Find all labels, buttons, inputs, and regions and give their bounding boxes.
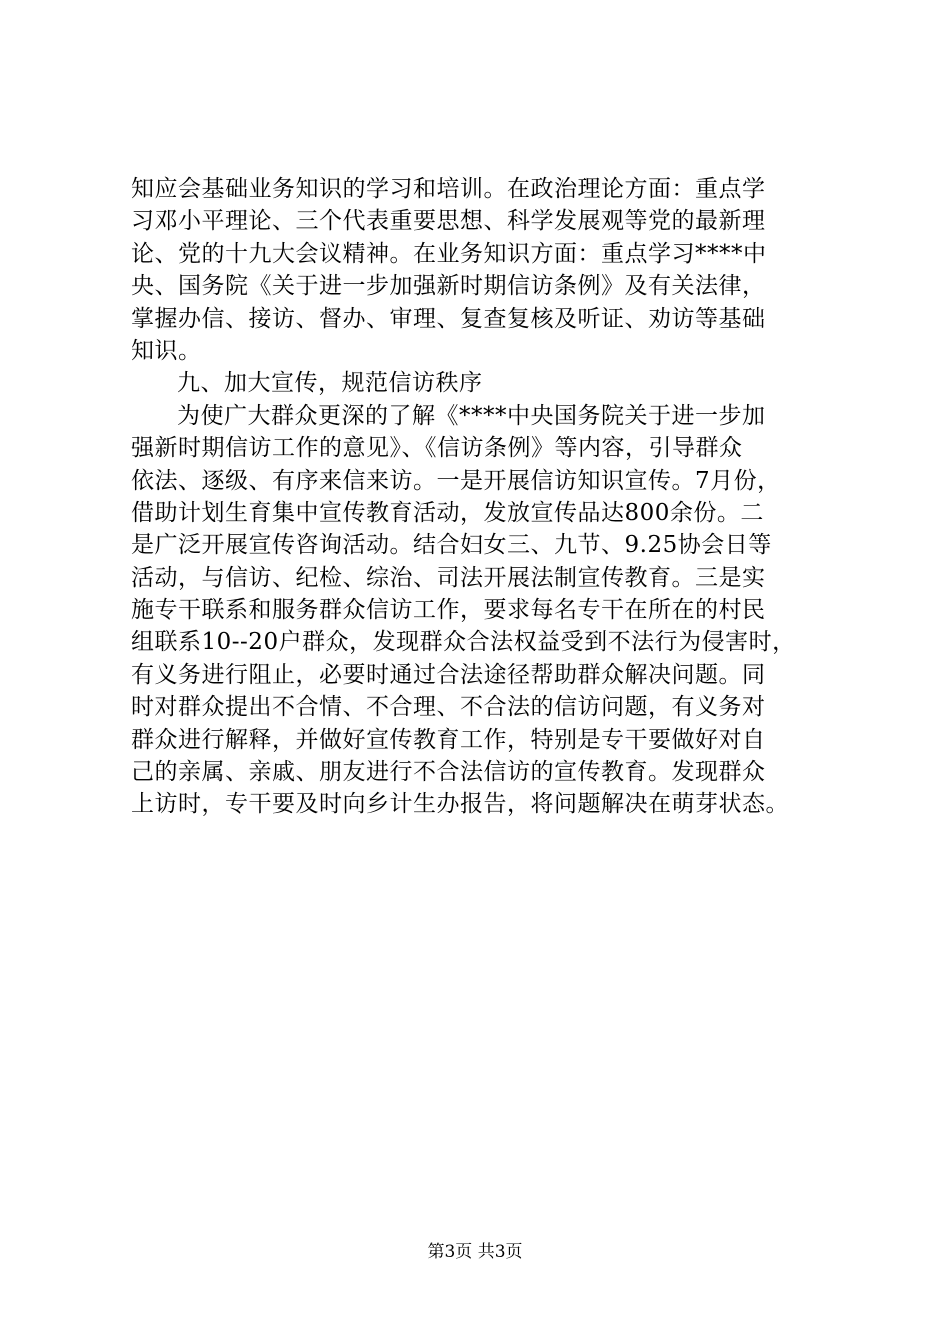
text-line: 习邓小平理论、三个代表重要思想、科学发展观等党的最新理 (131, 208, 766, 235)
section-heading: 九、加大宣传，规范信访秩序 (177, 370, 483, 397)
text-line: 己的亲属、亲戚、朋友进行不合法信访的宣传教育。发现群众 (131, 759, 766, 786)
text-line: 群众进行解释，并做好宣传教育工作，特别是专干要做好对自 (131, 726, 766, 753)
text-line: 组联系10--20户群众，发现群众合法权益受到不法行为侵害时， (131, 629, 796, 656)
text-line: 强新时期信访工作的意见》、《信访条例》等内容，引导群众 (131, 435, 743, 462)
text-line: 借助计划生育集中宣传教育活动，发放宣传品达800余份。二 (131, 499, 764, 526)
text-line: 上访时，专干要及时向乡计生办报告，将问题解决在萌芽状态。 (131, 791, 789, 818)
text-line: 有义务进行阻止，必要时通过合法途径帮助群众解决问题。同 (131, 661, 766, 688)
page-number-footer: 第3页 共3页 (427, 1242, 523, 1262)
text-line: 论、党的十九大会议精神。在业务知识方面：重点学习****中 (131, 240, 767, 267)
text-line: 施专干联系和服务群众信访工作，要求每名专干在所在的村民 (131, 597, 766, 624)
text-line: 知应会基础业务知识的学习和培训。在政治理论方面：重点学 (131, 176, 766, 202)
text-line: 为使广大群众更深的了解《****中央国务院关于进一步加 (177, 402, 766, 429)
text-line: 掌握办信、接访、督办、审理、复查复核及听证、劝访等基础 (131, 305, 766, 332)
text-line: 知识。 (131, 337, 202, 364)
text-line: 是广泛开展宣传咨询活动。结合妇女三、九节、9.25协会日等 (131, 532, 772, 559)
text-line: 央、国务院《关于进一步加强新时期信访条例》及有关法律， (131, 273, 766, 300)
document-body (131, 173, 831, 821)
text-line: 依法、逐级、有序来信来访。一是开展信访知识宣传。7月份， (131, 467, 781, 494)
text-line: 时对群众提出不合情、不合理、不合法的信访问题，有义务对 (131, 694, 766, 721)
text-line: 活动，与信访、纪检、综治、司法开展法制宣传教育。三是实 (131, 564, 766, 591)
